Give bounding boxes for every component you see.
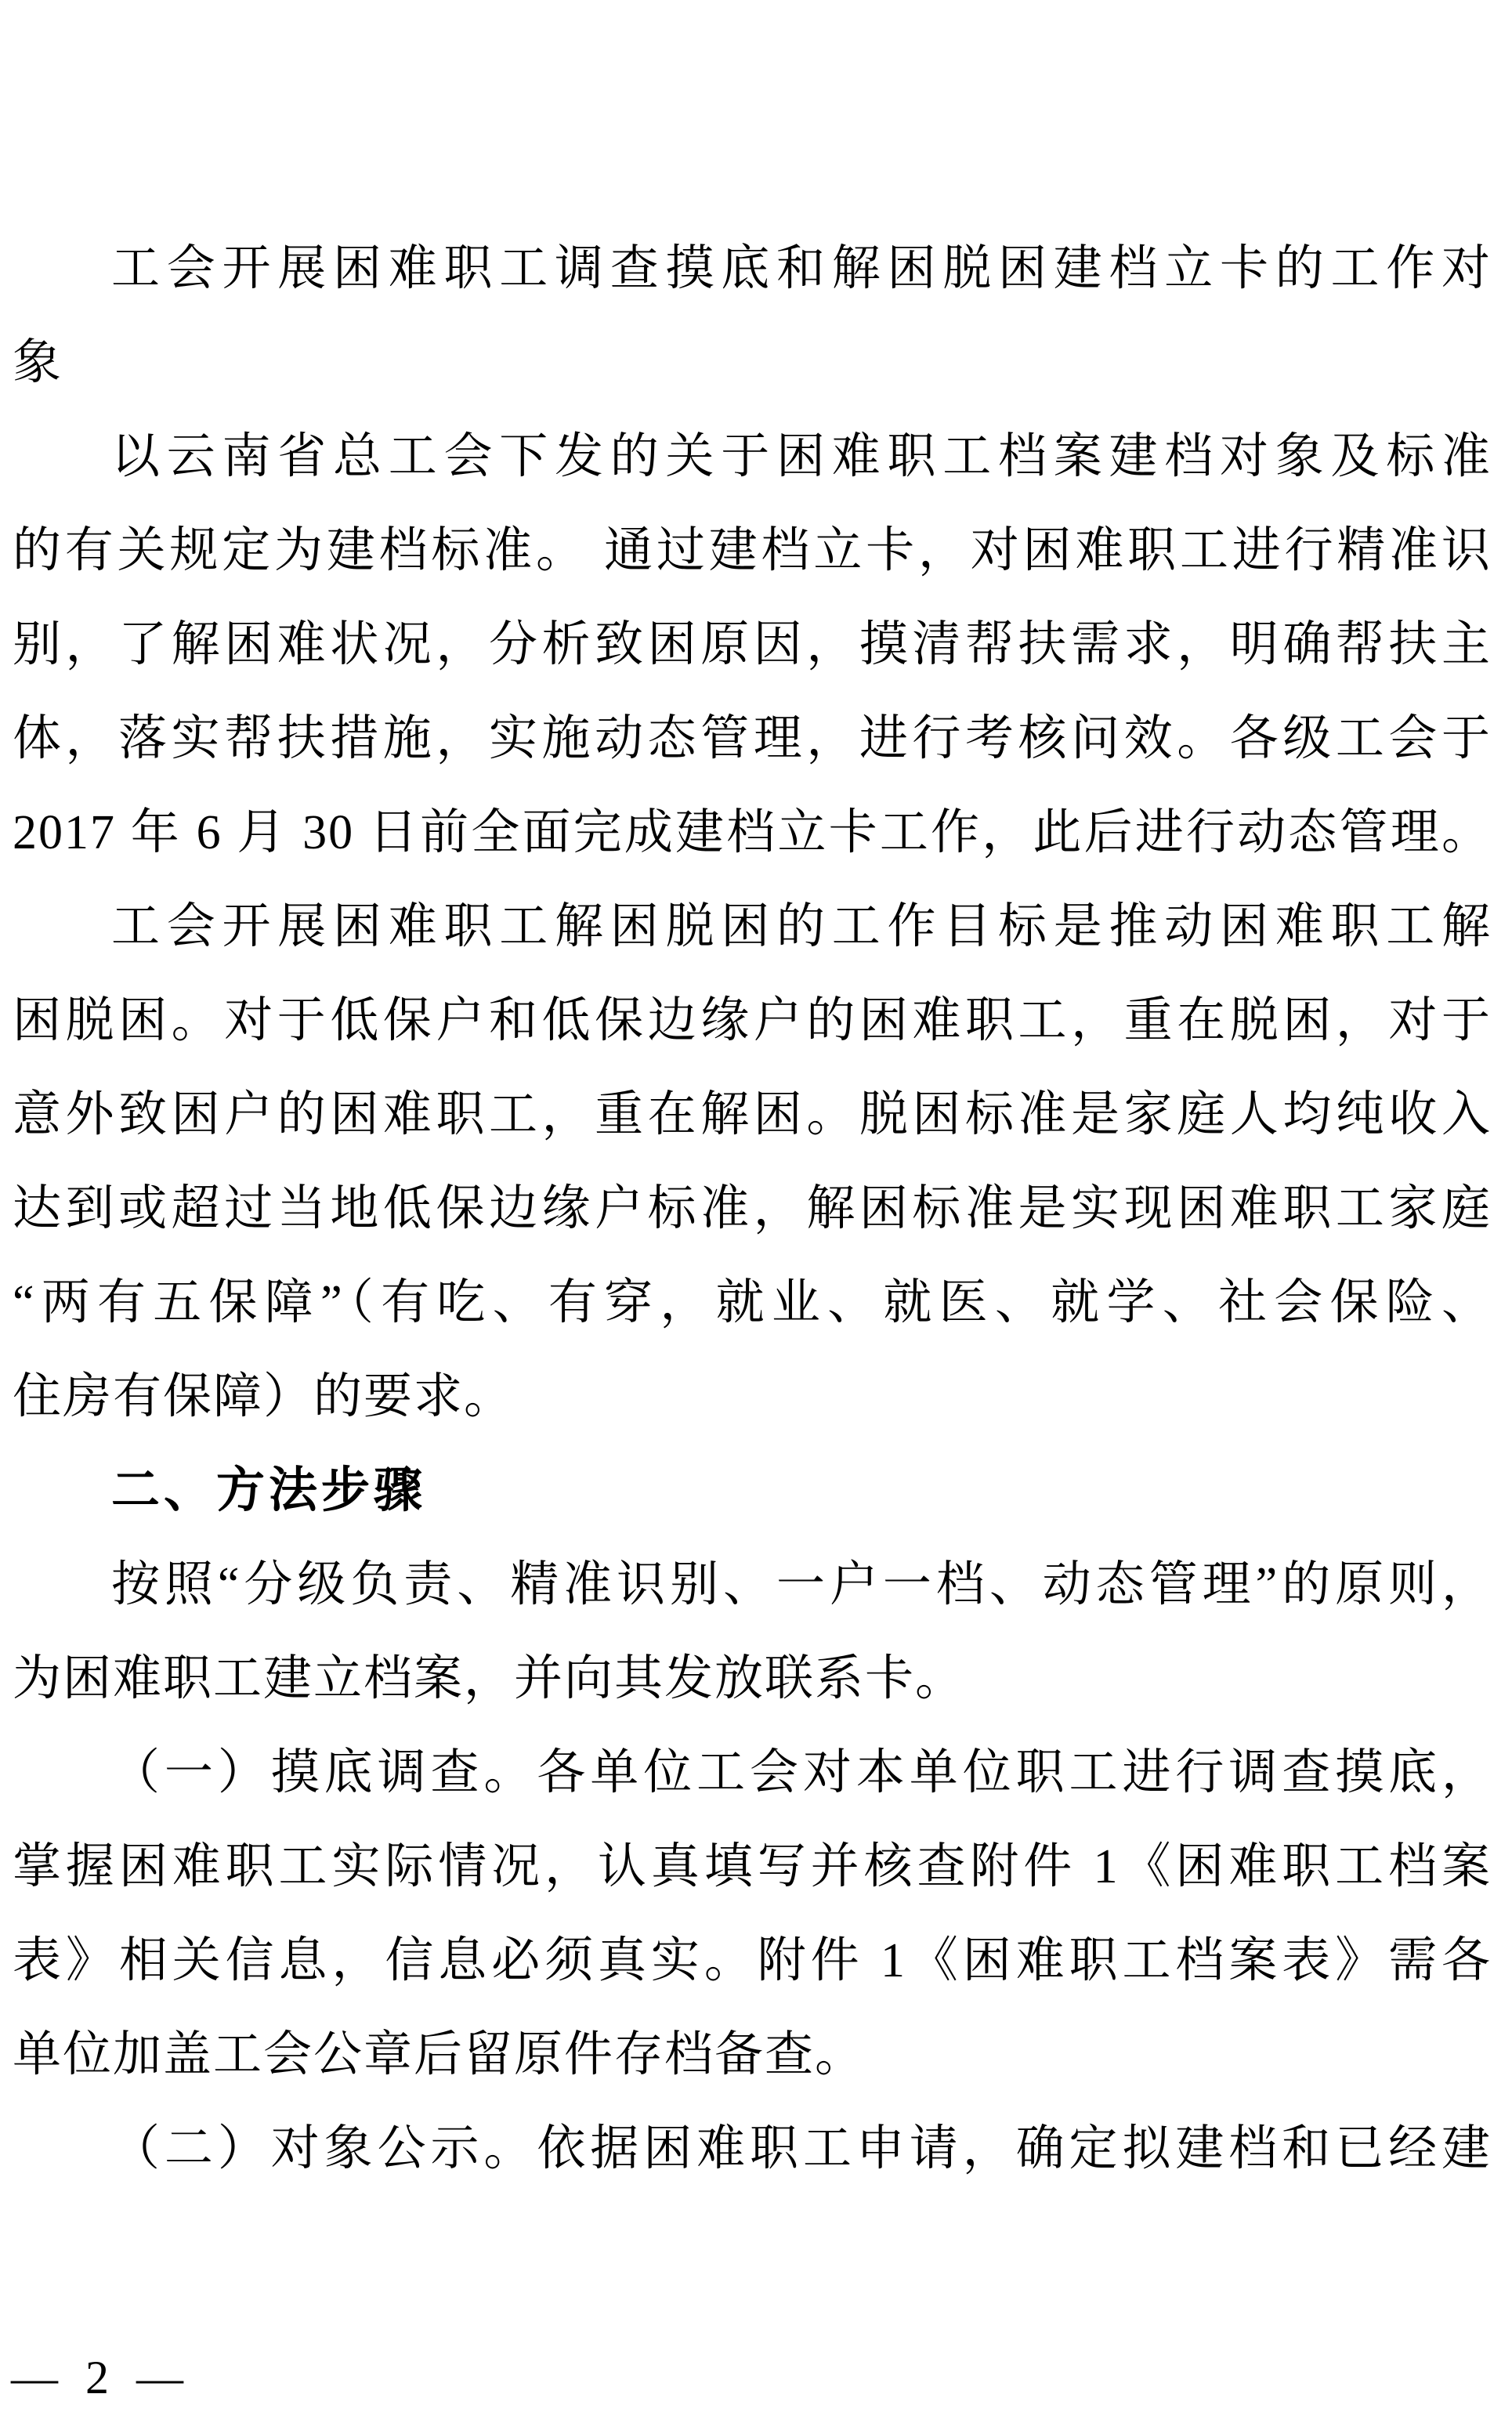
text-line-12: “两有五保障”（有吃、有穿，就业、就医、就学、社会保险、 xyxy=(13,1276,1492,1329)
page-number: — 2 — xyxy=(11,2352,191,2403)
text-line-04: 的有关规定为建档标准。 通过建档立卡，对困难职工进行精准识 xyxy=(13,524,1492,577)
text-line-01: 工会开展困难职工调查摸底和解困脱困建档立卡的工作对 xyxy=(111,242,1492,295)
text-line-13: 住房有保障）的要求。 xyxy=(13,1370,515,1423)
text-line-19: 表》相关信息，信息必须真实。附件 1《困难职工档案表》需各 xyxy=(13,1934,1492,1987)
text-line-05: 别，了解困难状况，分析致困原因，摸清帮扶需求，明确帮扶主 xyxy=(13,618,1492,671)
text-line-06: 体，落实帮扶措施，实施动态管理，进行考核问效。各级工会于 xyxy=(13,712,1492,765)
page-footer xyxy=(11,2350,191,2405)
text-line-10: 意外致困户的困难职工，重在解困。脱困标准是家庭人均纯收入 xyxy=(13,1088,1492,1141)
text-line-17: （一）摸底调查。各单位工会对本单位职工进行调查摸底， xyxy=(111,1746,1492,1799)
text-line-11: 达到或超过当地低保边缘户标准，解困标准是实现困难职工家庭 xyxy=(13,1182,1492,1235)
section-heading: 二、方法步骤 xyxy=(111,1463,427,1517)
text-line-03: 以云南省总工会下发的关于困难职工档案建档对象及标准 xyxy=(111,430,1492,483)
text-line-21: （二）对象公示。依据困难职工申请，确定拟建档和已经建 xyxy=(111,2122,1492,2175)
text-line-08: 工会开展困难职工解困脱困的工作目标是推动困难职工解 xyxy=(111,900,1492,953)
text-line-20: 单位加盖工会公章后留原件存档备查。 xyxy=(13,2028,866,2081)
text-line-15: 按照“分级负责、精准识别、一户一档、动态管理”的原则， xyxy=(111,1558,1492,1611)
text-line-09: 困脱困。对于低保户和低保边缘户的困难职工，重在脱困，对于 xyxy=(13,994,1492,1047)
text-line-18: 掌握困难职工实际情况，认真填写并核查附件 1《困难职工档案 xyxy=(13,1840,1492,1893)
text-line-16: 为困难职工建立档案，并向其发放联系卡。 xyxy=(13,1652,966,1705)
text-line-07: 2017 年 6 月 30 日前全面完成建档立卡工作，此后进行动态管理。 xyxy=(13,806,1492,859)
text-line-02: 象 xyxy=(13,336,63,389)
document-body xyxy=(13,222,1492,2196)
